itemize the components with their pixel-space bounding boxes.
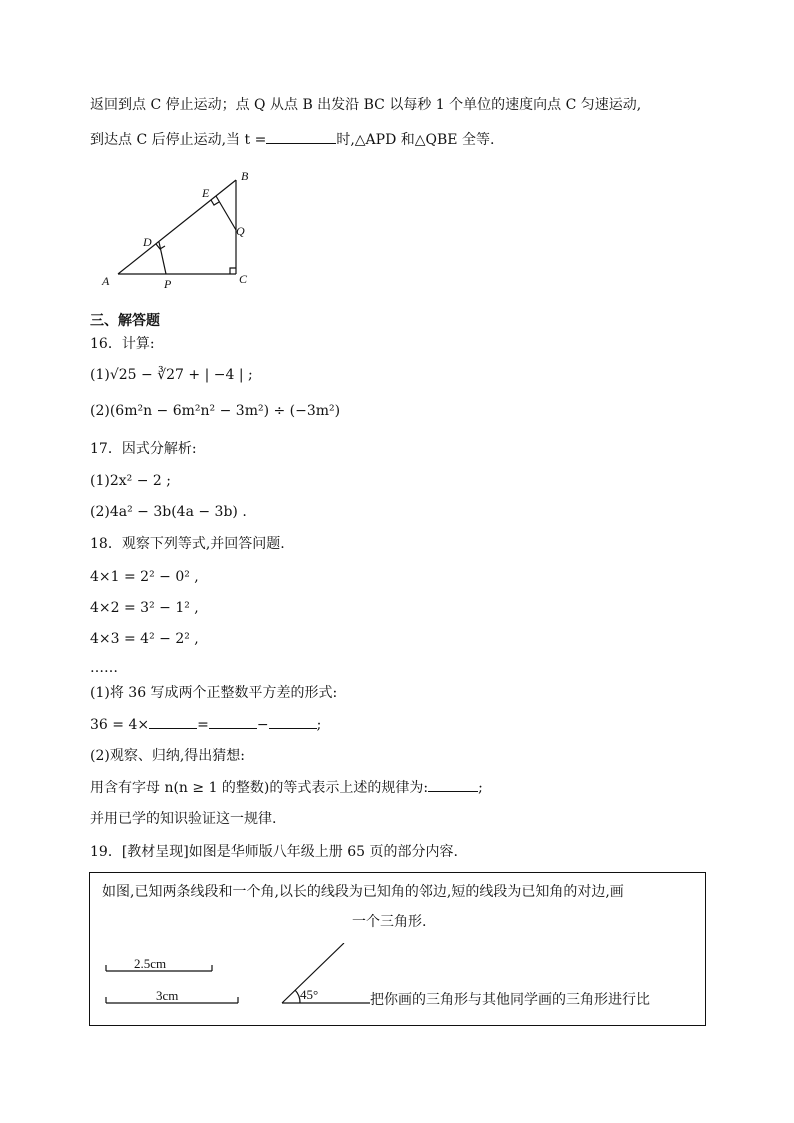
problem15-line2 xyxy=(90,131,494,149)
q18-equation-2: 4×2 = 3² − 1² , xyxy=(90,600,199,616)
q18-rule-end: ; xyxy=(478,780,483,796)
segment-2-5cm-label: 2.5cm xyxy=(134,956,167,971)
q18-part2-rule xyxy=(90,779,483,797)
q18-heading: 18．观察下列等式,并回答问题. xyxy=(90,536,285,552)
q18-ellipsis: …… xyxy=(90,660,118,676)
triangle-figure xyxy=(96,166,266,296)
q18-fill-prefix: 36 = 4× xyxy=(90,717,150,733)
answer-blank-factor[interactable] xyxy=(149,716,197,729)
label-Q: Q xyxy=(236,224,245,238)
q18-part2: (2)观察、归纳,得出猜想: xyxy=(90,748,245,764)
q18-fill-minus: − xyxy=(256,717,269,733)
segment-DP xyxy=(159,242,166,274)
excerpt-line1: 如图,已知两条线段和一个角,以长的线段为已知角的邻边,短的线段为已知角的对边,画 xyxy=(102,884,624,900)
textbook-excerpt-box xyxy=(89,872,706,1026)
q16-part2: (2)(6m²n − 6m²n² − 3m²) ÷ (−3m²) xyxy=(90,403,341,419)
q17-part1: (1)2x² − 2 ; xyxy=(90,473,171,489)
label-B: B xyxy=(241,169,249,183)
q18-part1-fill xyxy=(90,716,321,734)
segment-3cm-label: 3cm xyxy=(156,988,179,1003)
problem15-line2-post: 时,△APD 和△QBE 全等. xyxy=(336,132,495,148)
label-D: D xyxy=(143,235,152,249)
section-heading: 三、解答题 xyxy=(90,313,160,329)
q18-equation-3: 4×3 = 4² − 2² , xyxy=(90,631,199,647)
q17-part2: (2)4a² − 3b(4a − 3b) . xyxy=(90,504,247,520)
q17-heading: 17．因式分解析: xyxy=(90,441,197,457)
excerpt-line2: 一个三角形. xyxy=(352,914,427,930)
angle-label: 45° xyxy=(300,987,319,1002)
label-C: C xyxy=(239,272,248,286)
q18-rule-text: 用含有字母 n(n ≥ 1 的整数)的等式表示上述的规律为: xyxy=(90,780,429,796)
right-angle-E xyxy=(211,200,219,205)
label-E: E xyxy=(202,186,210,200)
label-A: A xyxy=(102,274,110,288)
given-elements-figure xyxy=(100,943,380,1013)
excerpt-line3: 把你画的三角形与其他同学画的三角形进行比 xyxy=(370,992,650,1008)
segment-EQ xyxy=(216,196,236,230)
q19-heading: 19．[教材呈现]如图是华师版八年级上册 65 页的部分内容. xyxy=(90,844,458,860)
q18-fill-equals: = xyxy=(197,717,209,733)
q18-equation-1: 4×1 = 2² − 0² , xyxy=(90,569,199,585)
answer-blank-t[interactable] xyxy=(266,131,336,144)
q18-verify: 并用已学的知识验证这一规律. xyxy=(90,811,277,827)
q18-fill-end: ; xyxy=(316,717,322,733)
problem15-line1: 返回到点 C 停止运动；点 Q 从点 B 出发沿 BC 以每秒 1 个单位的速度向点 C 匀速运动, xyxy=(90,97,642,113)
answer-blank-rule[interactable] xyxy=(428,779,478,792)
q18-part1: (1)将 36 写成两个正整数平方差的形式: xyxy=(90,685,338,701)
segment-AB xyxy=(118,180,236,274)
q16-part1: (1)√25 − ∛27 + | −4 | ; xyxy=(90,367,253,383)
answer-blank-square-a[interactable] xyxy=(209,716,257,729)
q16-heading: 16．计算: xyxy=(90,336,155,352)
answer-blank-square-b[interactable] xyxy=(269,716,317,729)
label-P: P xyxy=(164,277,172,291)
problem15-line2-pre: 到达点 C 后停止运动,当 t = xyxy=(90,132,267,148)
right-angle-C xyxy=(230,268,236,274)
